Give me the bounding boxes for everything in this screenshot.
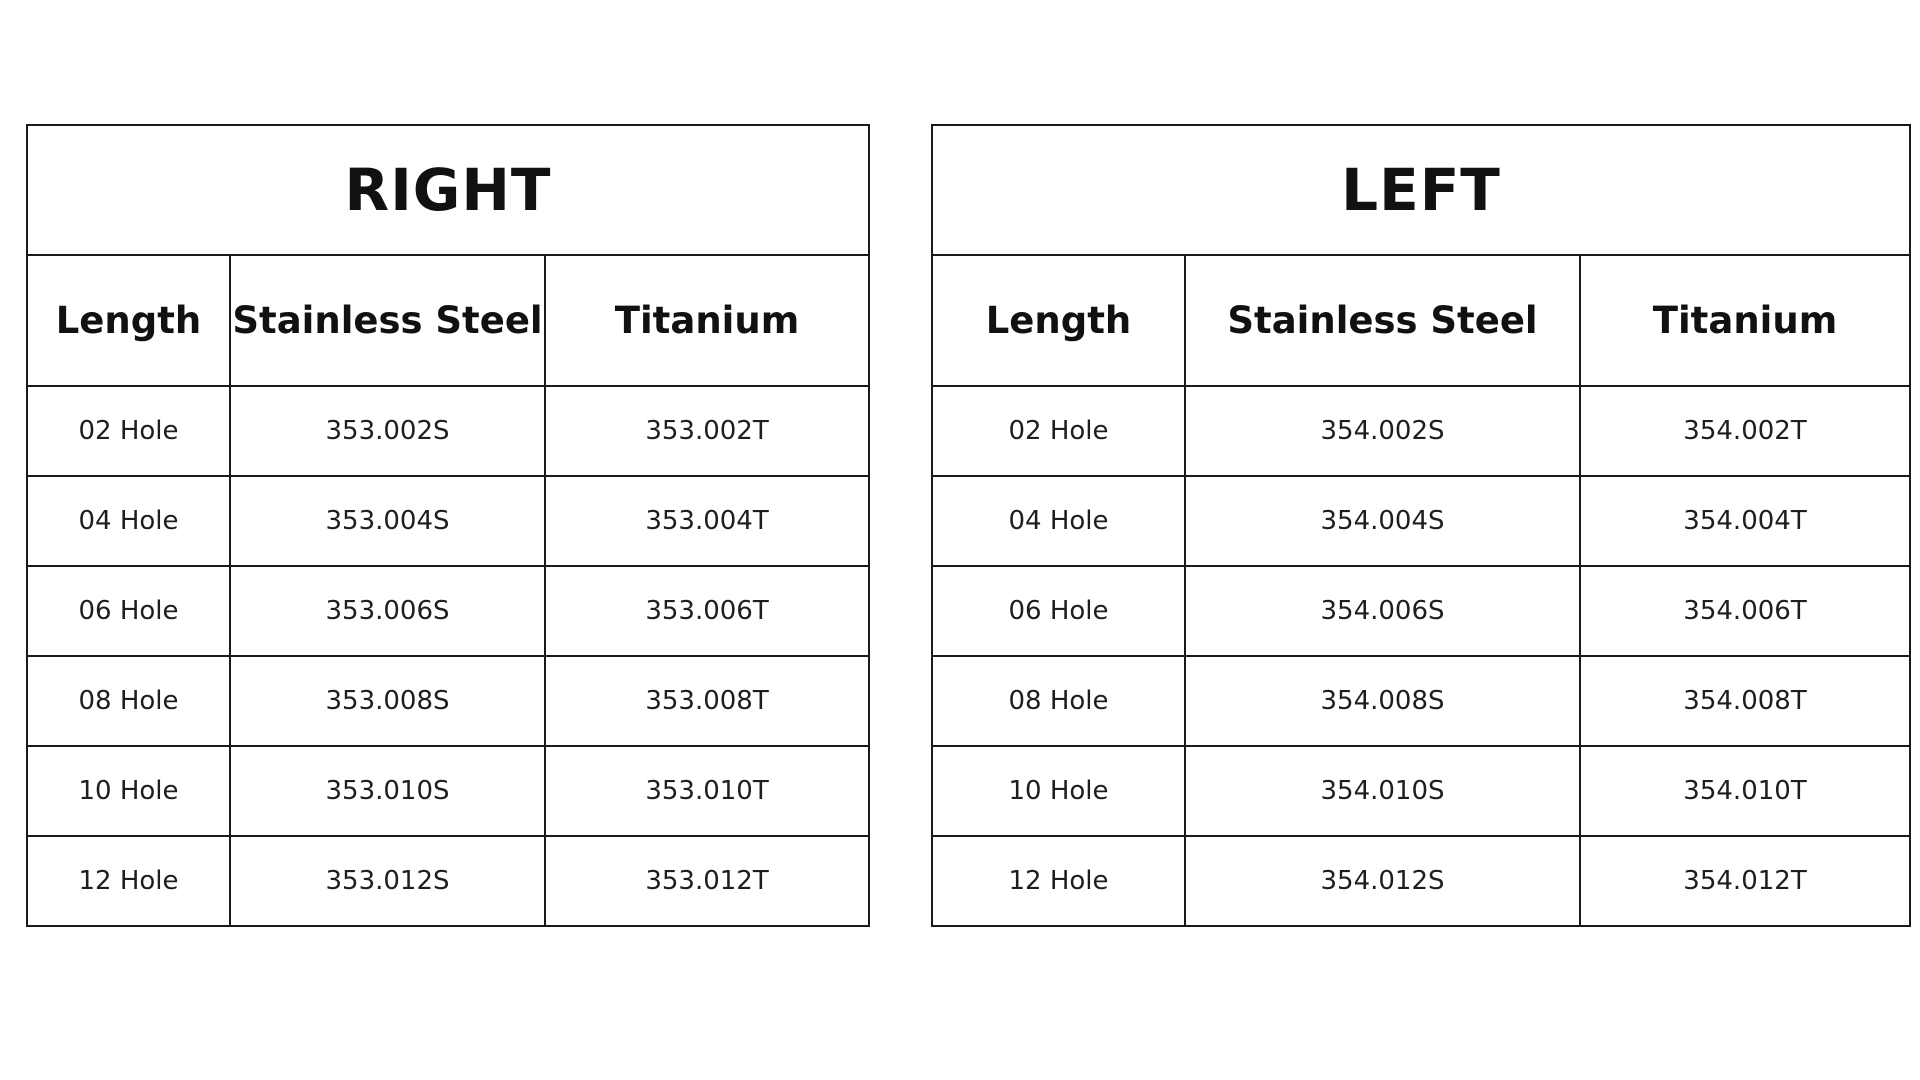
stainless-steel-code-cell: 353.012S: [230, 836, 545, 926]
titanium-code-cell: 354.006T: [1580, 566, 1910, 656]
stainless-steel-code-cell: 354.002S: [1185, 386, 1580, 476]
titanium-code-cell: 354.012T: [1580, 836, 1910, 926]
column-header-titanium: Titanium: [1580, 255, 1910, 386]
stainless-steel-code-cell: 354.010S: [1185, 746, 1580, 836]
stainless-steel-code-cell: 353.008S: [230, 656, 545, 746]
length-cell: 02 Hole: [932, 386, 1185, 476]
column-header-stainless-steel: Stainless Steel: [1185, 255, 1580, 386]
stainless-steel-code-cell: 353.006S: [230, 566, 545, 656]
titanium-code-cell: 353.006T: [545, 566, 869, 656]
length-cell: 04 Hole: [27, 476, 230, 566]
stainless-steel-code-cell: 354.004S: [1185, 476, 1580, 566]
length-cell: 10 Hole: [932, 746, 1185, 836]
titanium-code-cell: 354.002T: [1580, 386, 1910, 476]
length-cell: 08 Hole: [27, 656, 230, 746]
titanium-code-cell: 353.008T: [545, 656, 869, 746]
length-cell: 02 Hole: [27, 386, 230, 476]
column-header-length: Length: [932, 255, 1185, 386]
stainless-steel-code-cell: 353.010S: [230, 746, 545, 836]
header-row: [27, 255, 869, 386]
titanium-code-cell: 354.008T: [1580, 656, 1910, 746]
right-spec-table: [26, 124, 870, 927]
column-header-stainless-steel: Stainless Steel: [230, 255, 545, 386]
table-row: [932, 656, 1910, 746]
table-title: LEFT: [932, 125, 1910, 255]
column-header-titanium: Titanium: [545, 255, 869, 386]
stainless-steel-code-cell: 354.006S: [1185, 566, 1580, 656]
table-row: [932, 836, 1910, 926]
titanium-code-cell: 354.010T: [1580, 746, 1910, 836]
stainless-steel-code-cell: 354.008S: [1185, 656, 1580, 746]
length-cell: 12 Hole: [27, 836, 230, 926]
table-row: [932, 746, 1910, 836]
left-spec-table: [931, 124, 1911, 927]
table-row: [27, 566, 869, 656]
length-cell: 08 Hole: [932, 656, 1185, 746]
titanium-code-cell: 353.010T: [545, 746, 869, 836]
length-cell: 12 Hole: [932, 836, 1185, 926]
length-cell: 06 Hole: [27, 566, 230, 656]
stainless-steel-code-cell: 353.002S: [230, 386, 545, 476]
stainless-steel-code-cell: 353.004S: [230, 476, 545, 566]
table-title: RIGHT: [27, 125, 869, 255]
table-row: [932, 566, 1910, 656]
table-row: [932, 476, 1910, 566]
titanium-code-cell: 354.004T: [1580, 476, 1910, 566]
length-cell: 04 Hole: [932, 476, 1185, 566]
titanium-code-cell: 353.002T: [545, 386, 869, 476]
table-row: [27, 476, 869, 566]
table-row: [27, 836, 869, 926]
stainless-steel-code-cell: 354.012S: [1185, 836, 1580, 926]
length-cell: 06 Hole: [932, 566, 1185, 656]
table-row: [27, 656, 869, 746]
table-row: [932, 386, 1910, 476]
column-header-length: Length: [27, 255, 230, 386]
table-row: [27, 746, 869, 836]
header-row: [932, 255, 1910, 386]
titanium-code-cell: 353.004T: [545, 476, 869, 566]
table-row: [27, 386, 869, 476]
titanium-code-cell: 353.012T: [545, 836, 869, 926]
length-cell: 10 Hole: [27, 746, 230, 836]
